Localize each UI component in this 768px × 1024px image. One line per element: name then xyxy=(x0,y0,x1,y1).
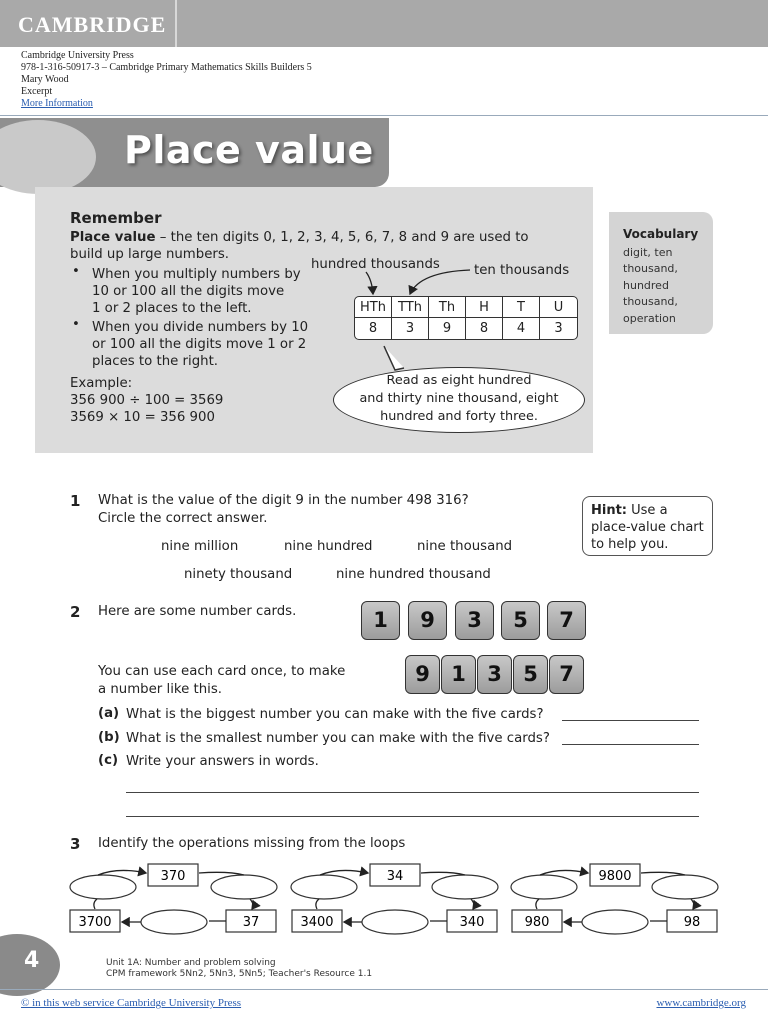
loop-3-op-bottom[interactable] xyxy=(582,910,648,934)
ten-thousands-label: ten thousands xyxy=(474,263,570,278)
loop-2-right-value: 340 xyxy=(459,915,485,930)
part-c-text: Write your answers in words. xyxy=(126,754,319,769)
loop-1-right-value: 37 xyxy=(242,915,260,930)
pv-digit-row xyxy=(355,318,577,339)
vocabulary-box xyxy=(609,212,713,334)
pv-digit-cell: 8 xyxy=(466,318,503,339)
arrow-ten-thousands xyxy=(410,270,470,294)
loop-1-op-left[interactable] xyxy=(70,875,136,899)
option-ninety-thousand[interactable]: ninety thousand xyxy=(184,567,293,582)
option-nine-million[interactable]: nine million xyxy=(161,539,239,554)
example-division: 356 900 ÷ 100 = 3569 xyxy=(70,393,224,408)
pv-header-cell: TTh xyxy=(392,297,429,318)
question-1-line-2: Circle the correct answer. xyxy=(98,511,268,526)
loop-1 xyxy=(70,864,277,934)
vocabulary-line: operation xyxy=(623,311,676,325)
number-card: 5 xyxy=(501,601,540,640)
pv-header-cell: HTh xyxy=(355,297,392,318)
page-number: 4 xyxy=(24,948,40,973)
loop-1-op-right[interactable] xyxy=(211,875,277,899)
pv-digit-cell: 3 xyxy=(554,321,563,336)
question-1-line-1: What is the value of the digit 9 in the number 498 316? xyxy=(98,493,469,508)
speech-line-1: Read as eight hundred xyxy=(386,373,532,388)
cambridge-website-link[interactable]: www.cambridge.org xyxy=(656,997,746,1009)
answer-line-c1[interactable] xyxy=(126,792,699,793)
question-3-text: Identify the operations missing from the loops xyxy=(98,836,406,851)
example-label: Example: xyxy=(70,376,133,391)
loop-2-op-bottom[interactable] xyxy=(362,910,428,934)
question-2-make-text xyxy=(98,663,345,699)
unit-info xyxy=(106,958,372,979)
example-card: 9 xyxy=(405,655,440,694)
loop-1-op-bottom[interactable] xyxy=(141,910,207,934)
pv-header-cell: Th xyxy=(429,297,466,318)
page-title: Place value xyxy=(124,128,374,172)
excerpt-label: Excerpt xyxy=(21,86,53,97)
copyright-link[interactable]: © in this web service Cambridge University Press xyxy=(21,997,242,1009)
cambridge-logo: CAMBRIDGE xyxy=(18,12,167,37)
part-a-text: What is the biggest number you can make with the five cards? xyxy=(126,707,544,722)
author: Mary Wood xyxy=(21,74,69,85)
vocabulary-line: thousand, xyxy=(623,295,678,309)
answer-line-b[interactable] xyxy=(562,744,699,745)
unit-line-2: CPM framework 5Nn2, 5Nn3, 5Nn5; Teacher's Resource 1.1 xyxy=(106,968,373,979)
pv-digit-cell: 9 xyxy=(429,318,466,339)
arrow-hundred-thousands xyxy=(366,272,373,294)
definition-line-2: build up large numbers. xyxy=(70,247,229,262)
option-nine-hundred-thousand[interactable]: nine hundred thousand xyxy=(336,567,491,582)
vocabulary-line: hundred xyxy=(623,278,669,292)
bullet-2-line-1: When you divide numbers by 10 xyxy=(92,320,309,335)
bullet-dot: • xyxy=(72,317,80,332)
question-2-number: 2 xyxy=(70,603,81,621)
hundred-thousands-label: hundred thousands xyxy=(311,257,440,272)
number-card: 7 xyxy=(547,601,586,640)
loop-3-left-value: 980 xyxy=(524,915,550,930)
bullet-dot: • xyxy=(72,264,80,279)
loop-1-top-value: 370 xyxy=(160,869,186,884)
number-card: 9 xyxy=(408,601,447,640)
unit-line-1: Unit 1A: Number and problem solving xyxy=(106,958,276,968)
hint-text-3: to help you. xyxy=(591,537,669,552)
loop-3-op-left[interactable] xyxy=(511,875,577,899)
bullet-1-line-2: 10 or 100 all the digits move xyxy=(92,284,285,299)
hint-text-2: place-value chart xyxy=(591,520,704,535)
make-line-1: You can use each card once, to make xyxy=(98,664,346,679)
example-card: 3 xyxy=(477,655,512,694)
example-card: 1 xyxy=(441,655,476,694)
pv-header-cell: H xyxy=(466,297,503,318)
speech-bubble xyxy=(333,367,585,433)
remember-heading: Remember xyxy=(70,209,162,227)
speech-tail xyxy=(384,346,404,370)
pv-digit-cell: 4 xyxy=(503,318,540,339)
question-3-number: 3 xyxy=(70,835,81,853)
publisher: Cambridge University Press xyxy=(21,50,134,61)
definition-line-1: – the ten digits 0, 1, 2, 3, 4, 5, 6, 7, 8 and 9 are used to xyxy=(155,230,529,245)
loop-3-top-value: 9800 xyxy=(598,869,632,884)
example-multiplication: 3569 × 10 = 356 900 xyxy=(70,410,215,425)
answer-line-c2[interactable] xyxy=(126,816,699,817)
vocabulary-line: thousand, xyxy=(623,262,678,276)
isbn-title: 978-1-316-50917-3 – Cambridge Primary Mathematics Skills Builders 5 xyxy=(21,62,312,73)
option-nine-hundred[interactable]: nine hundred xyxy=(284,539,373,554)
question-2-intro: Here are some number cards. xyxy=(98,604,297,619)
number-card: 3 xyxy=(455,601,494,640)
speech-line-2: and thirty nine thousand, eight xyxy=(359,391,559,406)
loop-3-op-right[interactable] xyxy=(652,875,718,899)
number-card: 1 xyxy=(361,601,400,640)
part-c-label: (c) xyxy=(98,753,119,768)
loop-2-top-value: 34 xyxy=(386,869,404,884)
part-b-label: (b) xyxy=(98,730,120,745)
loop-3-right-value: 98 xyxy=(683,915,701,930)
pv-header-row xyxy=(355,297,577,318)
loop-3 xyxy=(511,864,718,934)
more-information-link[interactable]: More Information xyxy=(21,98,93,109)
pv-header-cell: U xyxy=(540,297,577,318)
pv-digit-cell: 3 xyxy=(392,318,429,339)
hint-label: Hint: xyxy=(591,503,628,518)
example-card: 5 xyxy=(513,655,548,694)
loop-2-op-left[interactable] xyxy=(291,875,357,899)
vocabulary-heading: Vocabulary xyxy=(623,227,699,241)
make-line-2: a number like this. xyxy=(98,682,223,697)
question-1-text xyxy=(98,492,469,528)
part-a-label: (a) xyxy=(98,706,120,721)
pv-digit-cell: 8 xyxy=(355,318,392,339)
loop-2-op-right[interactable] xyxy=(432,875,498,899)
bullet-1-line-1: When you multiply numbers by xyxy=(92,267,301,282)
place-value-term: Place value xyxy=(70,230,156,245)
part-b-text: What is the smallest number you can make with the five cards? xyxy=(126,731,550,746)
pv-header-cell: T xyxy=(503,297,540,318)
option-nine-thousand[interactable]: nine thousand xyxy=(417,539,513,554)
question-1-number: 1 xyxy=(70,492,81,510)
place-value-table xyxy=(354,296,578,340)
loop-1-left-value: 3700 xyxy=(78,915,112,930)
bullet-2-line-3: places to the right. xyxy=(92,354,219,369)
example-card: 7 xyxy=(549,655,584,694)
footer xyxy=(0,990,768,1024)
hint-box xyxy=(582,496,713,556)
loop-2 xyxy=(291,864,498,934)
loop-2-left-value: 3400 xyxy=(300,915,334,930)
vocabulary-line: digit, ten xyxy=(623,245,673,259)
speech-line-3: hundred and forty three. xyxy=(380,409,538,424)
bullet-1-line-3: 1 or 2 places to the left. xyxy=(92,301,252,316)
operation-loops xyxy=(0,855,768,945)
bullet-2-line-2: or 100 all the digits move 1 or 2 xyxy=(92,337,307,352)
hint-text-1: Use a xyxy=(627,503,668,518)
answer-line-a[interactable] xyxy=(562,720,699,721)
